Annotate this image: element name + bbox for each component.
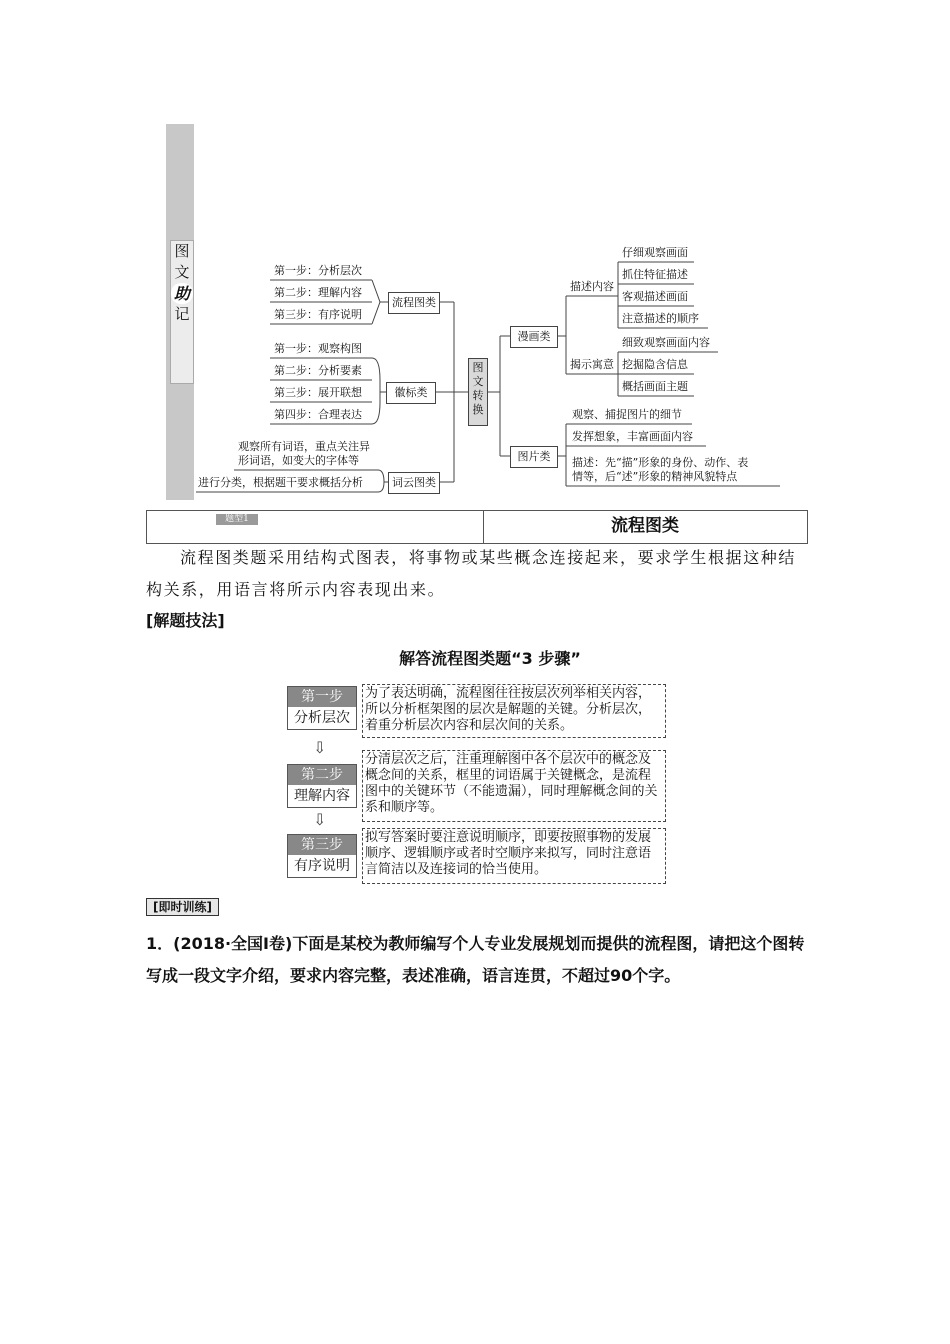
mindmap-sub: 描述内容 — [570, 280, 614, 293]
mindmap-item: 细致观察画面内容 — [622, 336, 710, 349]
mindmap-box-huibiao: 徽标类 — [386, 382, 436, 404]
mindmap-box-liucheng: 流程图类 — [388, 292, 440, 314]
intro-paragraph: 流程图类题采用结构式图表，将事物或某些概念连接起来，要求学生根据这种结构关系，用语言将所示内容表现出来。 — [146, 548, 797, 599]
center-char: 换 — [472, 403, 484, 416]
mindmap-box-manhua: 漫画类 — [510, 326, 558, 348]
step-box-3 — [287, 834, 357, 878]
sidebar-char: 文 — [174, 263, 190, 281]
sidebar-char: 图 — [174, 242, 190, 260]
mindmap-lines — [0, 0, 950, 510]
step-box-1 — [287, 686, 357, 730]
steps-title: 解答流程图类题“3 步骤” — [399, 649, 581, 668]
step-label: 第三步 — [288, 835, 356, 855]
practice-tag: [即时训练] — [146, 898, 219, 916]
mindmap-item: 发挥想象，丰富画面内容 — [572, 430, 693, 443]
sidebar-char: 助 — [171, 283, 193, 304]
step-name: 理解内容 — [294, 788, 350, 804]
mindmap-item: 描述：先“描”形象的身份、动作、表 — [572, 456, 749, 469]
down-arrow-icon: ⇩ — [313, 738, 327, 757]
mindmap-sub: 揭示寓意 — [570, 358, 614, 371]
mindmap-step: 第二步：分析要素 — [274, 364, 362, 377]
step-label: 第一步 — [288, 687, 356, 707]
step-name: 分析层次 — [294, 710, 350, 726]
mindmap-item: 情等，后“述”形象的精神风貌特点 — [572, 470, 738, 483]
mindmap-step: 第四步：合理表达 — [274, 408, 362, 421]
center-char: 转 — [472, 389, 484, 402]
mindmap-item: 概括画面主题 — [622, 380, 688, 393]
mindmap-item: 仔细观察画面 — [622, 246, 688, 259]
mindmap-box-tupian: 图片类 — [510, 446, 558, 468]
mindmap-step: 第三步：展开联想 — [274, 386, 362, 399]
step-desc-1: 为了表达明确，流程图往往按层次列举相关内容，所以分析框架图的层次是解题的关键。分析层次，着重分析层次内容和层次间的关系。 — [362, 684, 666, 738]
mindmap-step: 第一步：分析层次 — [274, 264, 362, 277]
mindmap-item: 观察、捕捉图片的细节 — [572, 408, 682, 421]
question-text: 1．(2018·全国Ⅰ卷)下面是某校为教师编写个人专业发展规划而提供的流程图，请把这个图转写成一段文字介绍，要求内容完整，表述准确，语言连贯，不超过90个字。 — [146, 934, 805, 985]
type-tag: 题型1 — [216, 514, 258, 525]
mindmap-step: 第三步：有序说明 — [274, 308, 362, 321]
step-name: 有序说明 — [294, 858, 350, 874]
step-desc-3: 拟写答案时要注意说明顺序，即要按照事物的发展顺序、逻辑顺序或者时空顺序来拟写，同时注意语言简洁以及连接词的恰当使用。 — [362, 828, 666, 884]
mindmap-box-ciyun: 词云图类 — [388, 472, 440, 494]
step-desc-2: 分清层次之后，注重理解图中各个层次中的概念及概念间的关系，框里的词语属于关键概念，是流程图中的关键环节（不能遗漏），同时理解概念间的关系和顺序等。 — [362, 750, 666, 822]
section-label: [解题技法] — [146, 611, 225, 630]
mindmap-item: 客观描述画面 — [622, 290, 688, 303]
center-char: 文 — [472, 375, 484, 388]
mindmap-center — [468, 358, 488, 426]
center-char: 图 — [472, 361, 484, 374]
mindmap-step: 第二步：理解内容 — [274, 286, 362, 299]
type-title: 流程图类 — [611, 516, 679, 536]
mindmap-text: 观察所有词语，重点关注异 — [238, 440, 370, 453]
mindmap-item: 注意描述的顺序 — [622, 312, 699, 325]
down-arrow-icon: ⇩ — [313, 810, 327, 829]
step-box-2 — [287, 764, 357, 808]
mindmap-step: 第一步：观察构图 — [274, 342, 362, 355]
mindmap-text: 进行分类，根据题干要求概括分析 — [198, 476, 363, 489]
mindmap-item: 抓住特征描述 — [622, 268, 688, 281]
step-label: 第二步 — [288, 765, 356, 785]
sidebar-char: 记 — [174, 305, 190, 323]
mindmap-text: 形词语，如变大的字体等 — [238, 454, 359, 467]
mindmap-item: 挖掘隐含信息 — [622, 358, 688, 371]
